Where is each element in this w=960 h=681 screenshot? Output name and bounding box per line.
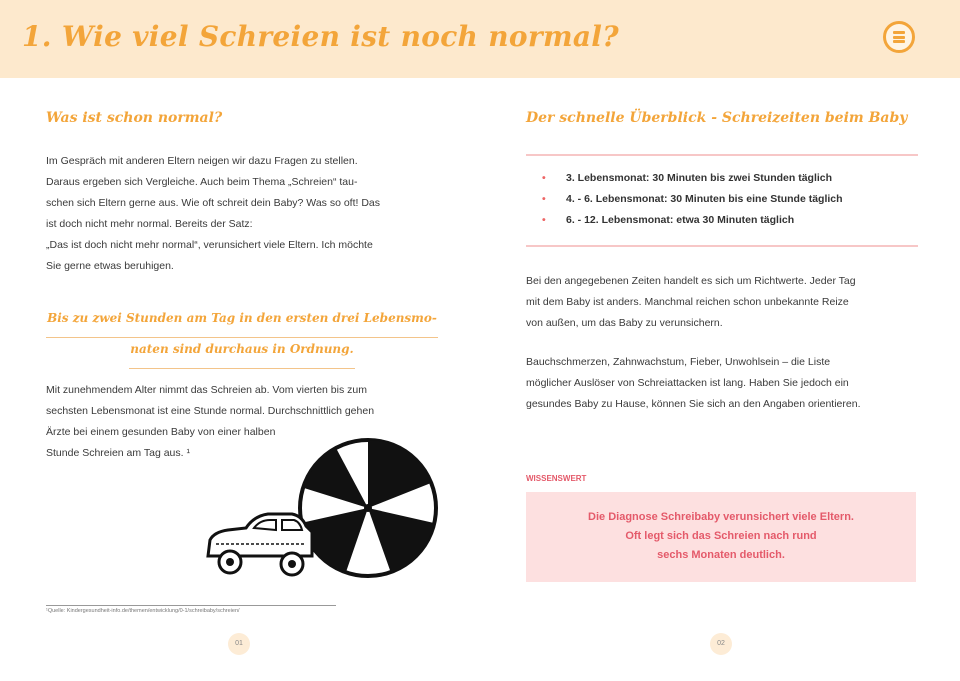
text-line: Ärzte bei einem gesunden Baby von einer halben: [46, 426, 276, 438]
warning-line: Oft legt sich das Schreien nach rund: [625, 530, 817, 542]
text-line: von außen, um das Baby zu verunsichern.: [526, 317, 723, 329]
car-and-ball-illustration: [196, 428, 446, 588]
left-paragraph-1: [46, 151, 446, 277]
footnote: ¹Quelle: Kindergesundheit-info.de/themen/entwicklung/0-1/schreibaby/schreien/: [46, 605, 336, 614]
warning-line: Die Diagnose Schreibaby verunsichert viele Eltern.: [588, 511, 854, 523]
list-item: • 4. - 6. Lebensmonat: 30 Minuten bis eine Stunde täglich: [526, 189, 918, 210]
ball-icon: [300, 440, 436, 576]
text-line: „Das ist doch nicht mehr normal“, verunsichert viele Eltern. Ich möchte: [46, 239, 373, 251]
divider: [526, 154, 918, 156]
right-paragraph-1: [526, 271, 918, 334]
warning-line: sechs Monaten deutlich.: [657, 549, 785, 561]
right-subheading: Der schnelle Überblick - Schreizeiten beim Baby: [526, 110, 908, 126]
text-line: Im Gespräch mit anderen Eltern neigen wir dazu Fragen zu stellen.: [46, 155, 358, 167]
cry-times-list: [526, 168, 918, 231]
page-number-left: 01: [228, 633, 250, 655]
callout-line: Bis zu zwei Stunden am Tag in den ersten drei Lebensmo-: [46, 307, 438, 338]
left-column: [46, 110, 446, 277]
text-line: Daraus ergeben sich Vergleiche. Auch beim Thema „Schreien“ tau-: [46, 176, 358, 188]
callout-line: naten sind durchaus in Ordnung.: [129, 338, 355, 369]
text-line: schen sich Eltern gerne aus. Wie oft schreit dein Baby? Was so oft! Das: [46, 197, 381, 209]
list-item: • 6. - 12. Lebensmonat: etwa 30 Minuten täglich: [526, 210, 918, 231]
text-line: möglicher Auslöser von Schreiattacken ist lang. Haben Sie jedoch ein: [526, 377, 849, 389]
text-line: Sie gerne etwas beruhigen.: [46, 260, 174, 272]
page-number-right: 02: [710, 633, 732, 655]
list-item: • 3. Lebensmonat: 30 Minuten bis zwei Stunden täglich: [526, 168, 918, 189]
text-line: Mit zunehmendem Alter nimmt das Schreien ab. Vom vierten bis zum: [46, 384, 367, 396]
page-title: 1. Wie viel Schreien ist noch normal?: [22, 20, 619, 53]
text-line: sechsten Lebensmonat ist eine Stunde normal. Durchschnittlich gehen: [46, 405, 375, 417]
text-line: mit dem Baby ist anders. Manchmal reichen schon unbekannte Reize: [526, 296, 849, 308]
text-line: gesundes Baby zu Hause, können Sie sich an den Angaben orientieren.: [526, 398, 861, 410]
text-line: Bauchschmerzen, Zahnwachstum, Fieber, Unwohlsein – die Liste: [526, 356, 831, 368]
warning-label: WISSENSWERT: [526, 474, 587, 483]
text-line: Stunde Schreien am Tag aus. ¹: [46, 447, 190, 459]
car-icon: [208, 514, 312, 575]
right-paragraph-2: [526, 352, 918, 415]
warning-box: [526, 492, 916, 582]
menu-icon: [893, 31, 905, 43]
callout-quote: [46, 307, 438, 369]
text-line: ist doch nicht mehr normal. Bereits der Satz:: [46, 218, 253, 230]
left-subheading: Was ist schon normal?: [46, 110, 223, 126]
divider: [526, 245, 918, 247]
page-header: [0, 0, 960, 78]
menu-button[interactable]: [883, 21, 915, 53]
right-column: [526, 110, 918, 415]
text-line: Bei den angegebenen Zeiten handelt es sich um Richtwerte. Jeder Tag: [526, 275, 856, 287]
